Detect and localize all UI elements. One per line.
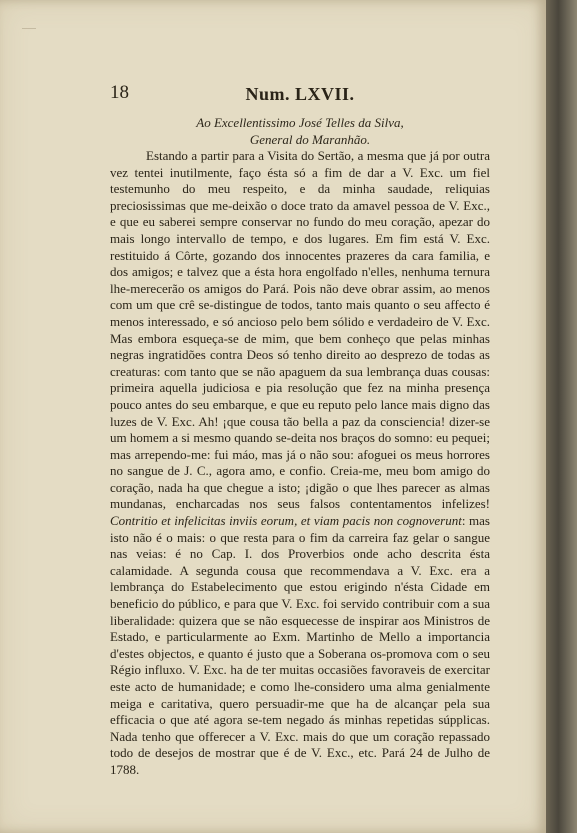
letter-body (110, 148, 490, 779)
book-gutter (546, 0, 577, 833)
body-paragraph (110, 148, 490, 779)
body-text-part-2: : mas isto não é o mais: o que resta para o fim da carreira faz gelar o sangue nas veias: é no Cap. I. dos Proverbios onde acho descrita ésta calamidade. A segunda cousa que recommendava a V. Exc. era a lembrança do Estabelecimento que estou erigindo n'ésta Cidade em beneficio do público, e para que V. Exc. foi servido contribuir com a sua liberalidade: quizera que se não esquecesse de inspirar aos Ministros de Estado, e particularmente ao Exm. Martinho de Mello a importancia d'estes objectos, e quanto é justo que a Soberana os-promova com o seu Régio influxo. V. Exc. ha de ter muitas occasiões favoraveis de exercitar este acto de humanidade; e como lhe-considero uma alma genialmente meiga e caritativa, quero persuadir-me que ha de alcançar pela sua efficacia o que até agora se-tem negado ás minhas repetidas súpplicas. Nada tenho que offerecer a V. Exc. mais do que um coração repassado todo de desejos de mostrar que é de V. Exc., etc. Pará 24 de Julho de 1788. (110, 513, 490, 777)
page-blemish (22, 28, 36, 37)
letter-number-title: Num. LXVII. (245, 84, 355, 104)
body-text-part-1: Estando a partir para a Visita do Sertão, a mesma que já por outra vez tentei inutilmente, faço ésta só a fim de dar a V. Exc. um fiel testemunho do meu respeito, e da minha saudade, reliquias preciosissimas que me-deixão o doce trato da amavel pessoa de V. Exc., e que eu saberei sempre conservar no fundo do meu coração, apezar do mais longo intervallo de tempo, e dos lugares. Em fim está V. Exc. restituido á Côrte, gozando dos innocentes prazeres da cara familia, e dos amigos; e talvez que a ésta hora engolfado n'elles, nenhuma ternura lhe-merecerão os amigos do Pará. Pois não deve obrar assim, ao menos com um que crê se-distingue de todos, tanto mais quanto o seu affecto é menos interessado, e só ancioso pelo bem sólido e verdadeiro de V. Exc. Mas embora esqueça-se de mim, que bem conheço que pelas minhas negras ingratidões contra Deos só tenho direito ao desprezo de todas as creaturas: com tanto que se não apaguem da sua lembrança duas cousas: primeira aquella judiciosa e pia resolução que fez na minha presença pouco antes do seu embarque, e que eu reputo pelo lance mais digno das luzes de V. Exc. Ah! ¡que cousa tão bella a paz da consciencia! dizer-se um homem a si mesmo quando se-deita nos braços do somno: eu pequei; mas arrependo-me: fui máo, mas já o não sou: afoguei os meus horrores no sangue de J. C., agora amo, e confio. Creia-me, meu bom amigo do coração, nada ha que chegue a isto; ¡digão o que lhes parecer as almas mundanas, encharcadas nos seus falsos contentamentos infelizes! (110, 148, 490, 512)
address-line-2: General do Maranhão. (249, 132, 371, 147)
page-number: 18 (110, 82, 129, 103)
latin-quotation: Contritio et infelicitas inviis eorum, et viam pacis non cognoverunt (110, 513, 462, 529)
page-header (110, 82, 490, 108)
address-line-1: Ao Excellentissimo José Telles da Silva, (196, 115, 404, 130)
letter-address (110, 114, 490, 148)
